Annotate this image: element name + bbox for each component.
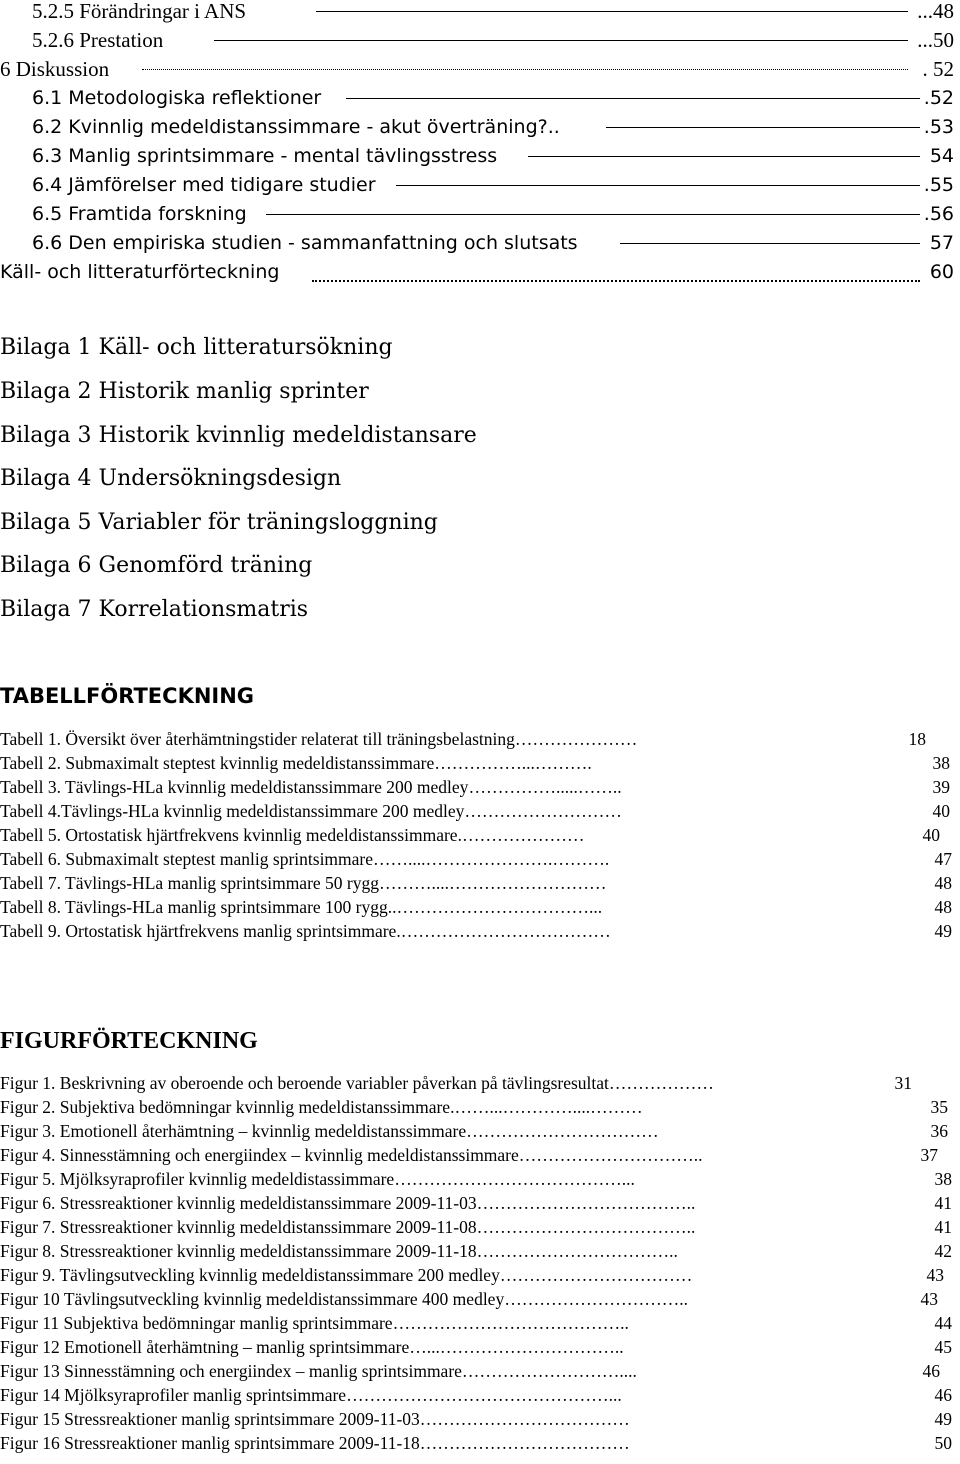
figure-list-item-text: [0, 1407, 630, 1431]
table-list-item[interactable]: [0, 751, 960, 775]
figure-list-item-page: 41: [934, 1193, 952, 1213]
figure-list-item-text: [0, 1215, 695, 1239]
table-list-heading: TABELLFÖRTECKNING: [0, 684, 255, 708]
figure-list-item-text: [0, 1263, 692, 1287]
toc-leader: [214, 40, 908, 41]
figure-list-item[interactable]: [0, 1431, 960, 1455]
figure-list-item-label: Figur 9. Tävlingsutveckling kvinnlig medeldistanssimmare 200 medley: [0, 1265, 500, 1285]
toc-entry-page: ...50: [917, 28, 954, 52]
figure-list-item-leader: …………………………..: [518, 1145, 703, 1165]
appendix-item[interactable]: Bilaga 3 Historik kvinnlig medeldistansare: [0, 423, 477, 448]
appendix-item[interactable]: Bilaga 1 Käll- och litteratursökning: [0, 335, 393, 360]
figure-list-item[interactable]: [0, 1143, 960, 1167]
appendix-item[interactable]: Bilaga 4 Undersökningsdesign: [0, 466, 342, 491]
table-list-item[interactable]: [0, 775, 960, 799]
figure-list-item[interactable]: [0, 1335, 960, 1359]
figure-list-item[interactable]: [0, 1239, 960, 1263]
figure-list-item-leader: ……………………………..: [476, 1241, 678, 1261]
figure-list-item-page: 50: [934, 1433, 952, 1453]
table-list-item-label: Tabell 7. Tävlings-HLa manlig sprintsimmare 50 rygg: [0, 873, 380, 893]
toc-entry-page: ...48: [917, 0, 954, 23]
table-list-item-page: 47: [934, 849, 952, 869]
figure-list-item-leader: ……………………………: [466, 1121, 659, 1141]
table-list-item-label: Tabell 4.Tävlings-HLa kvinnlig medeldistanssimmare 200 medley: [0, 801, 465, 821]
table-list-item[interactable]: [0, 895, 960, 919]
figure-list-item-page: 41: [934, 1217, 952, 1237]
toc-entry-label: 6.5 Framtida forskning: [32, 203, 247, 225]
figure-list-item-text: [0, 1119, 659, 1143]
figure-list-item-leader: …………………………..: [504, 1289, 688, 1309]
figure-list-item-leader: …………………………………..: [392, 1313, 629, 1333]
table-list-item-leader: ……………...……….: [434, 753, 592, 773]
toc-entry[interactable]: [0, 142, 960, 171]
toc-entry-page: .56: [923, 203, 954, 225]
table-list-item-leader: ………....………………………: [379, 873, 607, 893]
figure-list-item-text: [0, 1167, 635, 1191]
figure-list-item-label: Figur 8. Stressreaktioner kvinnlig medeldistanssimmare 2009-11-18: [0, 1241, 477, 1261]
figure-list-item-text: [0, 1359, 637, 1383]
table-list-item-label: Tabell 1. Översikt över återhämtningstider relaterat till träningsbelastning: [0, 729, 515, 749]
table-list-item-label: Tabell 9. Ortostatisk hjärtfrekvens manlig sprintsimmare.: [0, 921, 401, 941]
table-list-item[interactable]: [0, 799, 960, 823]
toc-entry-page: 60: [929, 261, 954, 283]
table-list-item-text: [0, 775, 622, 799]
table-list-item-text: [0, 871, 607, 895]
figure-list-item[interactable]: [0, 1287, 960, 1311]
figure-list-item-text: [0, 1287, 688, 1311]
figure-list-item-page: 43: [926, 1265, 944, 1285]
table-list-item-leader: ………………………: [464, 801, 622, 821]
figure-list-item-text: [0, 1311, 629, 1335]
figure-list-item-label: Figur 16 Stressreaktioner manlig sprintsimmare 2009-11-18: [0, 1433, 420, 1453]
figure-list-item-text: [0, 1191, 695, 1215]
table-list-item-label: Tabell 2. Submaximalt steptest kvinnlig medeldistanssimmare: [0, 753, 435, 773]
figure-list-item-label: Figur 4. Sinnesstämning och energiindex – kvinnlig medeldistanssimmare: [0, 1145, 519, 1165]
table-list-item-page: 48: [934, 873, 952, 893]
figure-list-item-page: 43: [920, 1289, 938, 1309]
figure-list-item[interactable]: [0, 1191, 960, 1215]
figure-list-item-leader: ………………………………: [419, 1433, 630, 1453]
figure-list-item[interactable]: [0, 1359, 960, 1383]
figure-list-item-leader: ………………………………: [419, 1409, 630, 1429]
figure-list-item-leader: ………………………………..: [476, 1193, 696, 1213]
figure-list-item-label: Figur 1. Beskrivning av oberoende och beroende variabler påverkan på tävlingsresultat: [0, 1073, 609, 1093]
figure-list-item-page: 45: [934, 1337, 952, 1357]
figure-list-item[interactable]: [0, 1215, 960, 1239]
table-list-item-page: 18: [908, 729, 926, 749]
toc-entry-label: 6.1 Metodologiska reflektioner: [32, 87, 322, 109]
figure-list-item-label: Figur 14 Mjölksyraprofiler manlig sprintsimmare: [0, 1385, 347, 1405]
toc-entry-page: .55: [923, 174, 954, 196]
toc-entry-page: .53: [923, 116, 954, 138]
toc-leader: [316, 11, 908, 12]
toc-entry-page: .52: [923, 87, 954, 109]
appendix-item[interactable]: Bilaga 2 Historik manlig sprinter: [0, 379, 369, 404]
toc-leader: [312, 280, 920, 282]
figure-list-item-text: [0, 1071, 714, 1095]
figure-list-item-leader: ………………………………………...: [346, 1385, 622, 1405]
toc-entry-label: 5.2.6 Prestation: [32, 28, 164, 52]
figure-list-item[interactable]: [0, 1167, 960, 1191]
figure-list-item-page: 35: [930, 1097, 948, 1117]
figure-list-item-leader: ………………………………..: [476, 1217, 696, 1237]
table-list-item-text: [0, 799, 622, 823]
figure-list-item-leader: …………………………………...: [394, 1169, 635, 1189]
toc-entry[interactable]: [0, 55, 960, 84]
toc-leader: [266, 214, 920, 215]
appendix-item[interactable]: Bilaga 5 Variabler för träningsloggning: [0, 510, 438, 535]
appendix-item[interactable]: Bilaga 7 Korrelationsmatris: [0, 597, 309, 622]
figure-list-item-label: Figur 6. Stressreaktioner kvinnlig medeldistanssimmare 2009-11-03: [0, 1193, 477, 1213]
table-list-item-page: 39: [932, 777, 950, 797]
table-list-item-text: [0, 727, 637, 751]
table-list-item-label: Tabell 8. Tävlings-HLa manlig sprintsimmare 100 rygg..: [0, 897, 397, 917]
table-list-item-label: Tabell 5. Ortostatisk hjärtfrekvens kvinnlig medeldistanssimmare.: [0, 825, 462, 845]
figure-list-item-page: 46: [934, 1385, 952, 1405]
table-list-item-leader: ………………………………: [400, 921, 611, 941]
figure-list-item-label: Figur 12 Emotionell återhämtning – manlig sprintsimmare: [0, 1337, 410, 1357]
table-list-item-leader: ……………………………...: [396, 897, 603, 917]
table-list-item-text: [0, 847, 609, 871]
table-list-item-label: Tabell 3. Tävlings-HLa kvinnlig medeldistanssimmare 200 medley: [0, 777, 469, 797]
table-list-item-text: [0, 919, 611, 943]
table-list-item-text: [0, 895, 602, 919]
table-list-item-leader: …………….....……..: [468, 777, 622, 797]
figure-list-item-label: Figur 3. Emotionell återhämtning – kvinnlig medeldistanssimmare: [0, 1121, 467, 1141]
toc-entry-label: 5.2.5 Förändringar i ANS: [32, 0, 247, 23]
toc-leader: [142, 69, 908, 70]
figure-list-item-leader: …...…………………………..: [409, 1337, 624, 1357]
toc-entry[interactable]: [0, 26, 960, 55]
figure-list-item-label: Figur 7. Stressreaktioner kvinnlig medeldistanssimmare 2009-11-08: [0, 1217, 477, 1237]
figure-list-item-label: Figur 2. Subjektiva bedömningar kvinnlig medeldistanssimmare.: [0, 1097, 455, 1117]
figure-list-item-text: [0, 1095, 643, 1119]
toc-entry[interactable]: [0, 200, 960, 229]
figure-list-item[interactable]: [0, 1383, 960, 1407]
figure-list-item[interactable]: [0, 1311, 960, 1335]
figure-list-item-page: 49: [934, 1409, 952, 1429]
figure-list-item[interactable]: [0, 1407, 960, 1431]
toc-leader: [346, 98, 920, 99]
table-list-item[interactable]: [0, 727, 960, 751]
figure-list-item-leader: ………………: [608, 1073, 714, 1093]
toc-leader: [606, 127, 920, 128]
figure-list-item-leader: ………………………....: [461, 1361, 637, 1381]
figure-list-item-label: Figur 13 Sinnesstämning och energiindex – manlig sprintsimmare: [0, 1361, 462, 1381]
figure-list-item-text: [0, 1383, 622, 1407]
figure-list-item-label: Figur 10 Tävlingsutveckling kvinnlig medeldistanssimmare 400 medley: [0, 1289, 505, 1309]
toc-entry-label: 6 Diskussion: [0, 57, 110, 81]
figure-list-item[interactable]: [0, 1071, 960, 1095]
figure-list-item-text: [0, 1239, 678, 1263]
figure-list-heading: FIGURFÖRTECKNING: [0, 1028, 258, 1054]
appendix-item[interactable]: Bilaga 6 Genomförd träning: [0, 553, 313, 578]
figure-list-item-page: 42: [934, 1241, 952, 1261]
figure-list-item-label: Figur 5. Mjölksyraprofiler kvinnlig medeldistassimmare: [0, 1169, 395, 1189]
toc-entry[interactable]: [0, 0, 960, 26]
toc-leader: [528, 156, 920, 157]
toc-entry-page: 57: [929, 232, 954, 254]
figure-list-item-page: 44: [934, 1313, 952, 1333]
toc-entry-label: 6.6 Den empiriska studien - sammanfattning och slutsats: [32, 232, 578, 254]
figure-list-item-leader: ……...…………....………: [454, 1097, 643, 1117]
figure-list-item-page: 38: [934, 1169, 952, 1189]
figure-list-item-text: [0, 1143, 703, 1167]
toc-leader: [396, 185, 920, 186]
table-list-item[interactable]: [0, 871, 960, 895]
table-list-item-text: [0, 751, 592, 775]
table-list-item-page: 40: [922, 825, 940, 845]
toc-entry[interactable]: [0, 258, 960, 287]
table-list-item-page: 40: [932, 801, 950, 821]
toc-entry-page: 54: [929, 145, 954, 167]
toc-entry-label: Käll- och litteraturförteckning: [0, 261, 280, 283]
toc-entry[interactable]: [0, 113, 960, 142]
toc-entry-label: 6.3 Manlig sprintsimmare - mental tävlingsstress: [32, 145, 498, 167]
table-list-item-label: Tabell 6. Submaximalt steptest manlig sprintsimmare: [0, 849, 374, 869]
figure-list-item-leader: ……………………………: [499, 1265, 693, 1285]
toc-entry[interactable]: [0, 171, 960, 200]
table-list-item-page: 49: [934, 921, 952, 941]
table-list-item-leader: ……....………………….……….: [373, 849, 610, 869]
table-list-item-page: 38: [932, 753, 950, 773]
figure-list-item[interactable]: [0, 1263, 960, 1287]
table-list-item[interactable]: [0, 919, 960, 943]
figure-list-item[interactable]: [0, 1119, 960, 1143]
toc-entry[interactable]: [0, 84, 960, 113]
toc-entry-label: 6.2 Kvinnlig medeldistanssimmare - akut överträning?..: [32, 116, 560, 138]
figure-list-item-label: Figur 11 Subjektiva bedömningar manlig sprintsimmare: [0, 1313, 393, 1333]
figure-list-item-page: 46: [922, 1361, 940, 1381]
figure-list-item-text: [0, 1335, 624, 1359]
table-list-item-text: [0, 823, 584, 847]
toc-leader: [620, 243, 920, 244]
table-list-item[interactable]: [0, 823, 960, 847]
table-list-item-leader: …………………: [461, 825, 585, 845]
table-list-item-page: 48: [934, 897, 952, 917]
figure-list-item[interactable]: [0, 1095, 960, 1119]
figure-list-item-text: [0, 1431, 630, 1455]
toc-entry[interactable]: [0, 229, 960, 258]
figure-list-item-page: 37: [920, 1145, 938, 1165]
table-list-item-leader: …………………: [514, 729, 638, 749]
toc-entry-page: . 52: [922, 57, 954, 81]
toc-entry-label: 6.4 Jämförelser med tidigare studier: [32, 174, 376, 196]
figure-list-item-page: 31: [894, 1073, 912, 1093]
table-list-item[interactable]: [0, 847, 960, 871]
figure-list-item-label: Figur 15 Stressreaktioner manlig sprintsimmare 2009-11-03: [0, 1409, 420, 1429]
figure-list-item-page: 36: [930, 1121, 948, 1141]
